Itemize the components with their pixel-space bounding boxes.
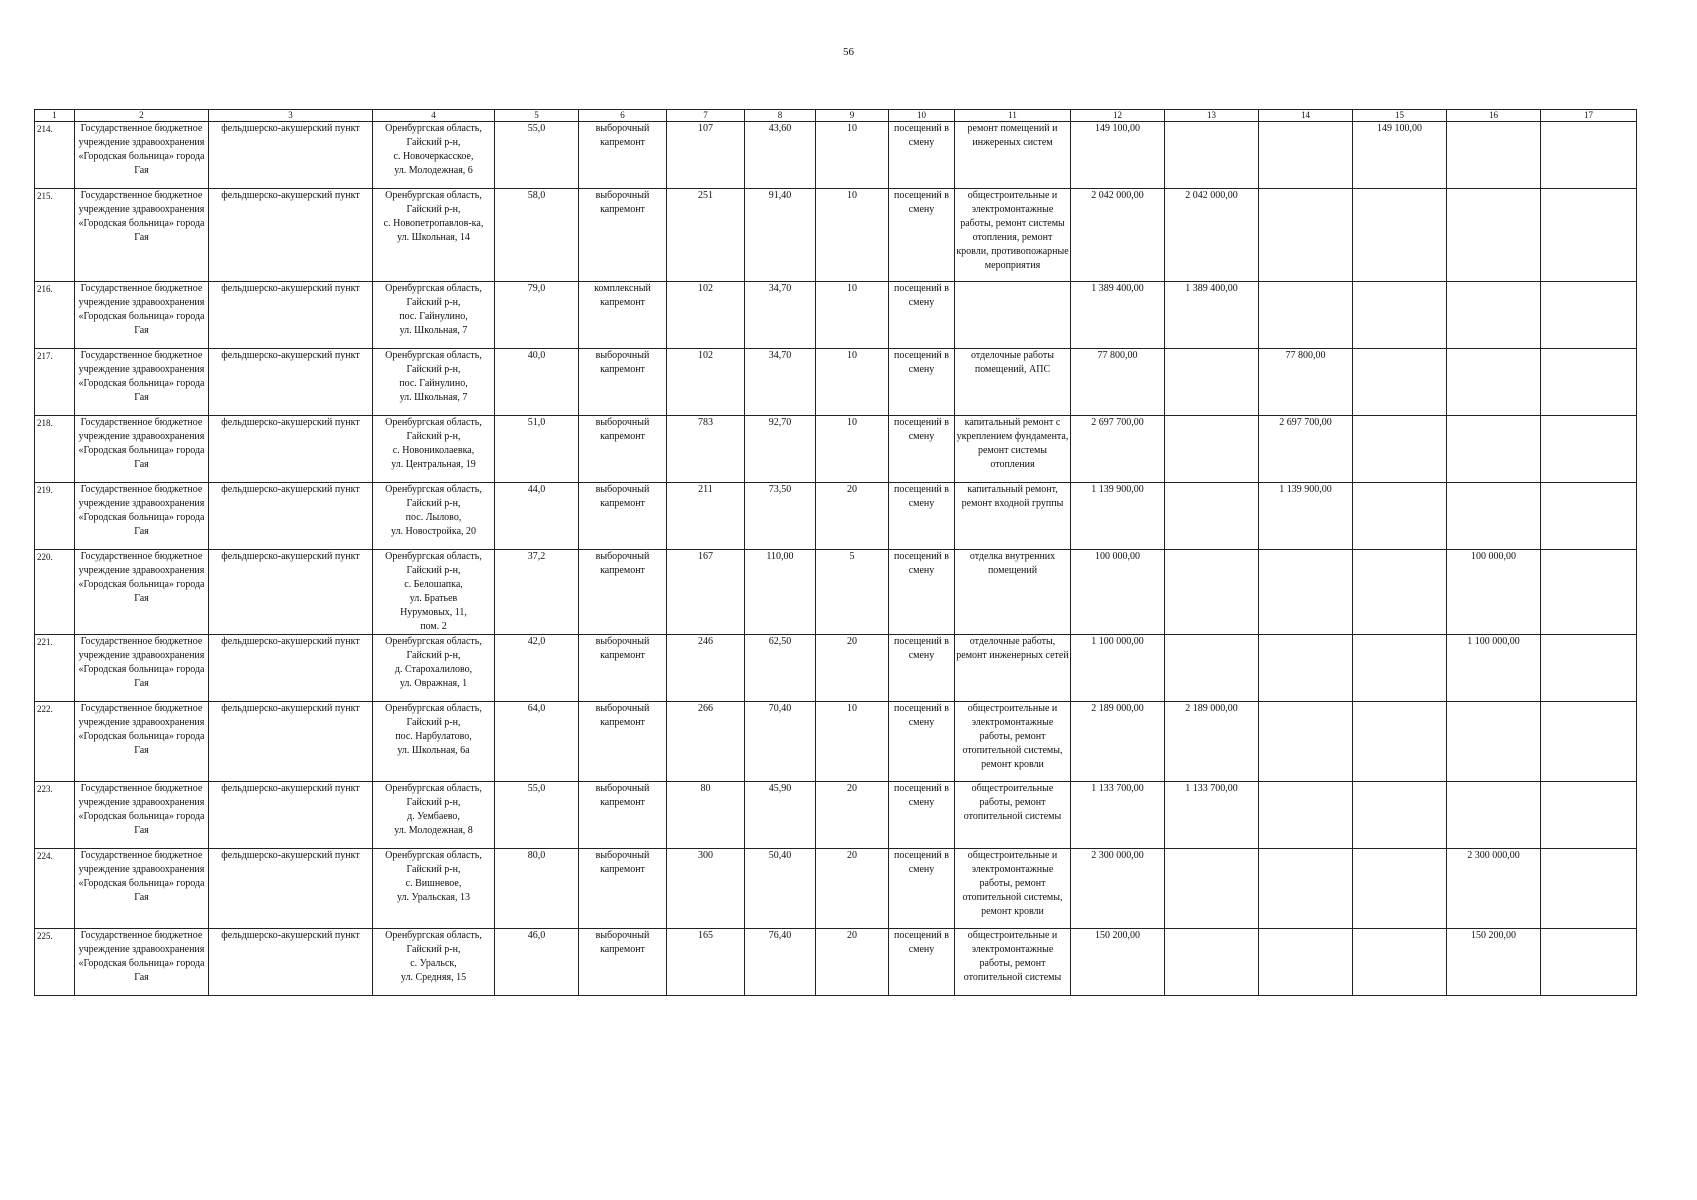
- capacity-unit-cell: посещений в смену: [889, 122, 955, 189]
- amount-col14-cell: [1259, 849, 1353, 929]
- total-amount-cell: 1 100 000,00: [1071, 635, 1165, 702]
- repair-kind-cell: выборочный капремонт: [579, 349, 667, 416]
- amount-col14-cell: [1259, 122, 1353, 189]
- organization-cell: Государственное бюджетное учреждение здравоохранения «Городская больница» города Гая: [75, 635, 209, 702]
- col9-cell: 10: [816, 416, 889, 483]
- repair-kind-cell: выборочный капремонт: [579, 702, 667, 782]
- amount-col16-cell: 100 000,00: [1447, 550, 1541, 635]
- total-amount-cell: 2 189 000,00: [1071, 702, 1165, 782]
- table-row: [35, 189, 1637, 282]
- amount-col17-cell: [1541, 849, 1637, 929]
- total-amount-cell: 150 200,00: [1071, 929, 1165, 996]
- works-description-cell: отделка внутренних помещений: [955, 550, 1071, 635]
- table-row: [35, 550, 1637, 635]
- capacity-unit-cell: посещений в смену: [889, 702, 955, 782]
- col8-cell: 70,40: [745, 702, 816, 782]
- organization-cell: Государственное бюджетное учреждение здравоохранения «Городская больница» города Гая: [75, 122, 209, 189]
- works-description-cell: ремонт помещений и инжереных систем: [955, 122, 1071, 189]
- col9-cell: 10: [816, 189, 889, 282]
- area-cell: 55,0: [495, 782, 579, 849]
- amount-col13-cell: [1165, 416, 1259, 483]
- row-number-cell: 215.: [35, 189, 75, 282]
- area-cell: 55,0: [495, 122, 579, 189]
- amount-col15-cell: [1353, 550, 1447, 635]
- table-row: [35, 483, 1637, 550]
- table-row: [35, 929, 1637, 996]
- area-cell: 58,0: [495, 189, 579, 282]
- amount-col13-cell: [1165, 550, 1259, 635]
- amount-col17-cell: [1541, 122, 1637, 189]
- column-number: 17: [1541, 110, 1637, 122]
- area-cell: 80,0: [495, 849, 579, 929]
- amount-col15-cell: [1353, 849, 1447, 929]
- total-amount-cell: 2 697 700,00: [1071, 416, 1165, 483]
- col7-cell: 251: [667, 189, 745, 282]
- capacity-unit-cell: посещений в смену: [889, 483, 955, 550]
- column-number: 13: [1165, 110, 1259, 122]
- facility-type-cell: фельдшерско-акушерский пункт: [209, 782, 373, 849]
- column-number: 1: [35, 110, 75, 122]
- row-number-cell: 221.: [35, 635, 75, 702]
- address-cell: Оренбургская область, Гайский р-н, с. Новопетропавлов-ка, ул. Школьная, 14: [373, 189, 495, 282]
- area-cell: 79,0: [495, 282, 579, 349]
- table-row: [35, 702, 1637, 782]
- amount-col13-cell: 2 189 000,00: [1165, 702, 1259, 782]
- amount-col14-cell: 1 139 900,00: [1259, 483, 1353, 550]
- row-number-cell: 219.: [35, 483, 75, 550]
- amount-col17-cell: [1541, 550, 1637, 635]
- amount-col14-cell: [1259, 189, 1353, 282]
- capacity-unit-cell: посещений в смену: [889, 929, 955, 996]
- table-row: [35, 849, 1637, 929]
- facility-type-cell: фельдшерско-акушерский пункт: [209, 483, 373, 550]
- amount-col13-cell: [1165, 929, 1259, 996]
- facility-type-cell: фельдшерско-акушерский пункт: [209, 189, 373, 282]
- address-cell: Оренбургская область, Гайский р-н, д. Уембаево, ул. Молодежная, 8: [373, 782, 495, 849]
- repair-kind-cell: выборочный капремонт: [579, 782, 667, 849]
- amount-col14-cell: 2 697 700,00: [1259, 416, 1353, 483]
- area-cell: 64,0: [495, 702, 579, 782]
- col7-cell: 266: [667, 702, 745, 782]
- repair-kind-cell: выборочный капремонт: [579, 550, 667, 635]
- col9-cell: 20: [816, 635, 889, 702]
- amount-col14-cell: [1259, 550, 1353, 635]
- col8-cell: 76,40: [745, 929, 816, 996]
- column-number: 4: [373, 110, 495, 122]
- column-number: 8: [745, 110, 816, 122]
- amount-col13-cell: [1165, 122, 1259, 189]
- area-cell: 37,2: [495, 550, 579, 635]
- amount-col13-cell: [1165, 483, 1259, 550]
- works-description-cell: капитальный ремонт с укреплением фундамента, ремонт системы отопления: [955, 416, 1071, 483]
- amount-col16-cell: 2 300 000,00: [1447, 849, 1541, 929]
- table-row: [35, 282, 1637, 349]
- amount-col14-cell: 77 800,00: [1259, 349, 1353, 416]
- facility-type-cell: фельдшерско-акушерский пункт: [209, 702, 373, 782]
- amount-col15-cell: [1353, 635, 1447, 702]
- amount-col14-cell: [1259, 929, 1353, 996]
- address-cell: Оренбургская область, Гайский р-н, пос. Гайнулино, ул. Школьная, 7: [373, 349, 495, 416]
- organization-cell: Государственное бюджетное учреждение здравоохранения «Городская больница» города Гая: [75, 282, 209, 349]
- col9-cell: 20: [816, 849, 889, 929]
- col8-cell: 50,40: [745, 849, 816, 929]
- amount-col16-cell: [1447, 702, 1541, 782]
- works-description-cell: общестроительные и электромонтажные работы, ремонт отопительной системы, ремонт кровли: [955, 702, 1071, 782]
- works-description-cell: общестроительные и электромонтажные работы, ремонт системы отопления, ремонт кровли, противопожарные мероприятия: [955, 189, 1071, 282]
- works-description-cell: отделочные работы, ремонт инженерных сетей: [955, 635, 1071, 702]
- amount-col15-cell: [1353, 702, 1447, 782]
- amount-col17-cell: [1541, 782, 1637, 849]
- amount-col16-cell: 1 100 000,00: [1447, 635, 1541, 702]
- total-amount-cell: 2 042 000,00: [1071, 189, 1165, 282]
- amount-col17-cell: [1541, 189, 1637, 282]
- repair-kind-cell: выборочный капремонт: [579, 483, 667, 550]
- address-cell: Оренбургская область, Гайский р-н, с. Новониколаевка, ул. Центральная, 19: [373, 416, 495, 483]
- amount-col16-cell: 150 200,00: [1447, 929, 1541, 996]
- column-number: 9: [816, 110, 889, 122]
- col7-cell: 102: [667, 349, 745, 416]
- col7-cell: 167: [667, 550, 745, 635]
- col9-cell: 10: [816, 349, 889, 416]
- repair-kind-cell: выборочный капремонт: [579, 416, 667, 483]
- facility-type-cell: фельдшерско-акушерский пункт: [209, 349, 373, 416]
- capital-repair-table: [34, 109, 1637, 996]
- repair-kind-cell: выборочный капремонт: [579, 929, 667, 996]
- col7-cell: 165: [667, 929, 745, 996]
- column-number: 14: [1259, 110, 1353, 122]
- address-cell: Оренбургская область, Гайский р-н, с. Новочеркасское, ул. Молодежная, 6: [373, 122, 495, 189]
- amount-col13-cell: 1 389 400,00: [1165, 282, 1259, 349]
- amount-col16-cell: [1447, 416, 1541, 483]
- col7-cell: 107: [667, 122, 745, 189]
- column-number: 6: [579, 110, 667, 122]
- area-cell: 44,0: [495, 483, 579, 550]
- row-number-cell: 218.: [35, 416, 75, 483]
- col9-cell: 20: [816, 782, 889, 849]
- amount-col16-cell: [1447, 349, 1541, 416]
- works-description-cell: [955, 282, 1071, 349]
- table-row: [35, 122, 1637, 189]
- col9-cell: 10: [816, 702, 889, 782]
- total-amount-cell: 149 100,00: [1071, 122, 1165, 189]
- amount-col16-cell: [1447, 122, 1541, 189]
- organization-cell: Государственное бюджетное учреждение здравоохранения «Городская больница» города Гая: [75, 483, 209, 550]
- col8-cell: 43,60: [745, 122, 816, 189]
- area-cell: 40,0: [495, 349, 579, 416]
- facility-type-cell: фельдшерско-акушерский пункт: [209, 122, 373, 189]
- organization-cell: Государственное бюджетное учреждение здравоохранения «Городская больница» города Гая: [75, 782, 209, 849]
- total-amount-cell: 100 000,00: [1071, 550, 1165, 635]
- column-number: 16: [1447, 110, 1541, 122]
- capacity-unit-cell: посещений в смену: [889, 550, 955, 635]
- total-amount-cell: 2 300 000,00: [1071, 849, 1165, 929]
- amount-col14-cell: [1259, 282, 1353, 349]
- col8-cell: 73,50: [745, 483, 816, 550]
- column-number: 12: [1071, 110, 1165, 122]
- organization-cell: Государственное бюджетное учреждение здравоохранения «Городская больница» города Гая: [75, 849, 209, 929]
- column-number: 5: [495, 110, 579, 122]
- organization-cell: Государственное бюджетное учреждение здравоохранения «Городская больница» города Гая: [75, 189, 209, 282]
- facility-type-cell: фельдшерско-акушерский пункт: [209, 282, 373, 349]
- total-amount-cell: 1 389 400,00: [1071, 282, 1165, 349]
- column-number: 3: [209, 110, 373, 122]
- col7-cell: 246: [667, 635, 745, 702]
- amount-col15-cell: [1353, 782, 1447, 849]
- col7-cell: 211: [667, 483, 745, 550]
- row-number-cell: 214.: [35, 122, 75, 189]
- repair-kind-cell: выборочный капремонт: [579, 849, 667, 929]
- area-cell: 46,0: [495, 929, 579, 996]
- column-number: 15: [1353, 110, 1447, 122]
- organization-cell: Государственное бюджетное учреждение здравоохранения «Городская больница» города Гая: [75, 416, 209, 483]
- amount-col16-cell: [1447, 782, 1541, 849]
- address-cell: Оренбургская область, Гайский р-н, пос. Лылово, ул. Новостройка, 20: [373, 483, 495, 550]
- capacity-unit-cell: посещений в смену: [889, 189, 955, 282]
- organization-cell: Государственное бюджетное учреждение здравоохранения «Городская больница» города Гая: [75, 550, 209, 635]
- col9-cell: 10: [816, 122, 889, 189]
- row-number-cell: 217.: [35, 349, 75, 416]
- row-number-cell: 220.: [35, 550, 75, 635]
- facility-type-cell: фельдшерско-акушерский пункт: [209, 849, 373, 929]
- amount-col14-cell: [1259, 782, 1353, 849]
- col8-cell: 92,70: [745, 416, 816, 483]
- area-cell: 51,0: [495, 416, 579, 483]
- row-number-cell: 225.: [35, 929, 75, 996]
- amount-col17-cell: [1541, 483, 1637, 550]
- col9-cell: 20: [816, 483, 889, 550]
- amount-col17-cell: [1541, 702, 1637, 782]
- col9-cell: 5: [816, 550, 889, 635]
- row-number-cell: 222.: [35, 702, 75, 782]
- facility-type-cell: фельдшерско-акушерский пункт: [209, 416, 373, 483]
- total-amount-cell: 77 800,00: [1071, 349, 1165, 416]
- amount-col15-cell: [1353, 929, 1447, 996]
- address-cell: Оренбургская область, Гайский р-н, пос. Гайнулино, ул. Школьная, 7: [373, 282, 495, 349]
- column-number: 10: [889, 110, 955, 122]
- col8-cell: 34,70: [745, 349, 816, 416]
- repair-kind-cell: выборочный капремонт: [579, 635, 667, 702]
- amount-col16-cell: [1447, 282, 1541, 349]
- amount-col14-cell: [1259, 635, 1353, 702]
- organization-cell: Государственное бюджетное учреждение здравоохранения «Городская больница» города Гая: [75, 702, 209, 782]
- amount-col17-cell: [1541, 282, 1637, 349]
- col8-cell: 110,00: [745, 550, 816, 635]
- row-number-cell: 224.: [35, 849, 75, 929]
- capacity-unit-cell: посещений в смену: [889, 849, 955, 929]
- amount-col14-cell: [1259, 702, 1353, 782]
- capacity-unit-cell: посещений в смену: [889, 349, 955, 416]
- column-number: 11: [955, 110, 1071, 122]
- amount-col16-cell: [1447, 483, 1541, 550]
- amount-col16-cell: [1447, 189, 1541, 282]
- facility-type-cell: фельдшерско-акушерский пункт: [209, 550, 373, 635]
- facility-type-cell: фельдшерско-акушерский пункт: [209, 635, 373, 702]
- amount-col15-cell: [1353, 349, 1447, 416]
- amount-col13-cell: [1165, 635, 1259, 702]
- amount-col17-cell: [1541, 929, 1637, 996]
- col8-cell: 62,50: [745, 635, 816, 702]
- works-description-cell: общестроительные и электромонтажные работы, ремонт отопительной системы: [955, 929, 1071, 996]
- address-cell: Оренбургская область, Гайский р-н, д. Старохалилово, ул. Овражная, 1: [373, 635, 495, 702]
- amount-col13-cell: [1165, 849, 1259, 929]
- repair-kind-cell: комплексный капремонт: [579, 282, 667, 349]
- amount-col15-cell: [1353, 416, 1447, 483]
- column-number: 2: [75, 110, 209, 122]
- col7-cell: 80: [667, 782, 745, 849]
- amount-col13-cell: [1165, 349, 1259, 416]
- col7-cell: 783: [667, 416, 745, 483]
- capacity-unit-cell: посещений в смену: [889, 635, 955, 702]
- works-description-cell: отделочные работы помещений, АПС: [955, 349, 1071, 416]
- amount-col13-cell: 1 133 700,00: [1165, 782, 1259, 849]
- repair-kind-cell: выборочный капремонт: [579, 189, 667, 282]
- facility-type-cell: фельдшерско-акушерский пункт: [209, 929, 373, 996]
- amount-col15-cell: [1353, 282, 1447, 349]
- page-number: 56: [843, 46, 854, 58]
- amount-col17-cell: [1541, 635, 1637, 702]
- row-number-cell: 223.: [35, 782, 75, 849]
- organization-cell: Государственное бюджетное учреждение здравоохранения «Городская больница» города Гая: [75, 929, 209, 996]
- table-body: [35, 110, 1637, 996]
- amount-col15-cell: 149 100,00: [1353, 122, 1447, 189]
- address-cell: Оренбургская область, Гайский р-н, с. Уральск, ул. Средняя, 15: [373, 929, 495, 996]
- repair-kind-cell: выборочный капремонт: [579, 122, 667, 189]
- amount-col17-cell: [1541, 349, 1637, 416]
- area-cell: 42,0: [495, 635, 579, 702]
- table-row: [35, 349, 1637, 416]
- address-cell: Оренбургская область, Гайский р-н, с. Вишневое, ул. Уральская, 13: [373, 849, 495, 929]
- total-amount-cell: 1 139 900,00: [1071, 483, 1165, 550]
- table-row: [35, 635, 1637, 702]
- col9-cell: 10: [816, 282, 889, 349]
- address-cell: Оренбургская область, Гайский р-н, с. Белошапка, ул. Братьев Нурумовых, 11, пом. 2: [373, 550, 495, 635]
- col8-cell: 45,90: [745, 782, 816, 849]
- column-number-row: [35, 110, 1637, 122]
- table-row: [35, 782, 1637, 849]
- works-description-cell: общестроительные и электромонтажные работы, ремонт отопительной системы, ремонт кровли: [955, 849, 1071, 929]
- amount-col13-cell: 2 042 000,00: [1165, 189, 1259, 282]
- works-description-cell: общестроительные работы, ремонт отопительной системы: [955, 782, 1071, 849]
- col9-cell: 20: [816, 929, 889, 996]
- organization-cell: Государственное бюджетное учреждение здравоохранения «Городская больница» города Гая: [75, 349, 209, 416]
- works-description-cell: капитальный ремонт, ремонт входной группы: [955, 483, 1071, 550]
- col8-cell: 34,70: [745, 282, 816, 349]
- table-row: [35, 416, 1637, 483]
- col7-cell: 102: [667, 282, 745, 349]
- amount-col17-cell: [1541, 416, 1637, 483]
- capacity-unit-cell: посещений в смену: [889, 782, 955, 849]
- capacity-unit-cell: посещений в смену: [889, 416, 955, 483]
- address-cell: Оренбургская область, Гайский р-н, пос. Нарбулатово, ул. Школьная, 6а: [373, 702, 495, 782]
- amount-col15-cell: [1353, 483, 1447, 550]
- total-amount-cell: 1 133 700,00: [1071, 782, 1165, 849]
- col7-cell: 300: [667, 849, 745, 929]
- capacity-unit-cell: посещений в смену: [889, 282, 955, 349]
- column-number: 7: [667, 110, 745, 122]
- amount-col15-cell: [1353, 189, 1447, 282]
- row-number-cell: 216.: [35, 282, 75, 349]
- col8-cell: 91,40: [745, 189, 816, 282]
